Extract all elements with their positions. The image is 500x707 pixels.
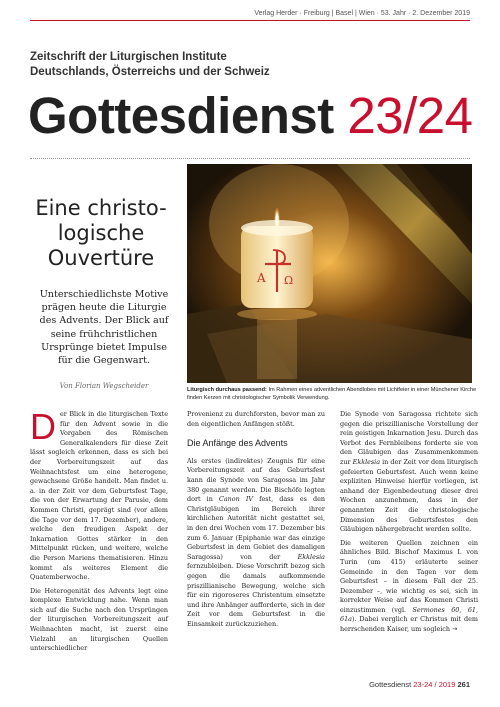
text-run: Die weiteren Quellen zeichnen ein ähnliches Bild. Bischof Maximus I. von Turin (um 415) erläuterte seiner Gemeinde in den Tagen vor dem Geburtsfest – in diesem Fall der 25. Dezember –, wie wichtig es sei, sich in korrekter Weise auf das Kommen Christi einzustimmen (vgl.	[340, 538, 478, 614]
text-column-2	[187, 410, 325, 633]
text-run: Die Synode von Saragossa richtete sich gegen die priszillianische Vorstellung der rein geistigen Inkarnation Jesu. Durch das Verbot des Fernbleibens forderte sie von den Gläubigen das Zusammenkommen zur	[340, 410, 478, 466]
page-footer	[369, 680, 470, 689]
text-run: fest, dass es den Christgläubigen im Bereich ihrer kirchlichen Autorität nicht gestattet sei, in den drei Wochen vom 17. Dezember bis zum 6. Januar (Epiphanie war das einzige Geburtsfest in dem Gebiet des damaligen Saragossa) von der	[187, 495, 325, 561]
alpha-symbol: Α	[257, 271, 266, 285]
continue-arrow-icon: →	[452, 625, 458, 634]
text-run: ). Dabei verglich er Christus mit dem herrschenden Kaiser, um sogleich	[340, 615, 478, 634]
journal-title	[28, 86, 473, 146]
section-heading: Die Anfänge des Advents	[187, 438, 288, 449]
omega-symbol: Ω	[284, 274, 294, 287]
text-run: fernzubleiben. Diese Vorschrift bezog sich gegen die damals aufkommende priszillianische Bewegung, welche sich für ein rigoroseres Christentum einsetzte und ihre Anhänger aufforderte, sich in der Zeit vor dem Geburtsfest in die Einsamkeit zurückzuziehen.	[187, 562, 325, 628]
lead-line: prägen heute die Liturgie	[41, 302, 167, 314]
text-run-italic: Ekklesia	[297, 552, 325, 561]
lead-line: seine frühchristlichen	[50, 328, 158, 340]
title-issue-number: 23/24	[347, 87, 473, 144]
paragraph	[30, 406, 168, 583]
text-run-italic: Ekklesia	[352, 457, 381, 466]
footer-journal: Gottesdienst	[369, 680, 414, 689]
paragraph: Provenienz zu durchforsten, bevor man zu den eigentlichen Anfängen stößt.	[187, 410, 325, 428]
text-column-1	[30, 406, 168, 658]
caption-lead: Liturgisch durchaus passend:	[187, 387, 267, 393]
title-word: Gottesdienst	[28, 87, 334, 144]
page-number: 261	[457, 680, 470, 689]
paragraph	[340, 539, 478, 635]
lead-line: Ursprünge bietet Impulse	[41, 341, 167, 353]
text-run-italic: Sermones 60, 61, 61a	[340, 605, 478, 624]
text-run: in der Zeit vor dem liturgisch gefeierten Geburtsfest. Auch wenn keine expliziten Hinweise hierfür vorliegen, ist anhand der Eigenbedeutung dieser drei Wochen anzunehmen, dass in der genannten Zeit die christologische Dimension des Geburtsfestes den Gläubigen nähergebracht werden sollte.	[340, 457, 478, 534]
journal-subtitle	[30, 50, 330, 80]
paragraph-text: er Blick in die liturgischen Texte für den Advent sowie in die Vorgaben des Römischen Generalkalenders für diese Zeit lässt sogleich erkennen, dass es sich bei der Vorbereitungszeit auf das Weihnachtsfest um eine heterogene, gewachsene Größe handelt. Man findet u. a. in der Zeit vor dem Geburtsfest Tage, die von der Erwartung der Parusie, dem Kommen Christi, geprägt sind (vor allem die Tage vor dem 17. Dezember), andere, welche den freudigen Aspekt der Inkarnation Gottes stärker in den Mittelpunkt rücken, und weitere, welche die Person Mariens thematisieren. Hinzu kommt als weiteres Element die Quatemberwoche.	[30, 410, 168, 582]
article-byline: Von Florian Wegscheider	[59, 382, 149, 390]
lead-line: für die Gegenwart.	[57, 355, 151, 367]
headline-line: logische	[57, 221, 145, 245]
paragraph: Die Heterogenität des Advents legt eine komplexe Entwicklung nahe. Wenn man sich auf die Suche nach den Ursprüngen der liturgischen Vorbereitungszeit auf Weihnachten macht, ist zuerst eine Vielzahl an liturgischen Quellen unterschiedlicher	[30, 586, 168, 653]
text-column-3	[340, 410, 478, 639]
article-lead	[30, 288, 178, 367]
caption-text: Im Rahmen eines adventlichen Abendlobes mit Lichtfeier in einer Münchener Kirche finden Kerzen mit christologischer Symbolik Verwendung.	[187, 387, 477, 401]
paragraph	[187, 457, 325, 630]
text-run-italic: Canon IV	[218, 495, 253, 504]
subtitle-line-1: Zeitschrift der Liturgischen Institute	[30, 51, 227, 63]
dotted-divider	[30, 158, 470, 159]
headline-line: Ouvertüre	[47, 246, 155, 270]
candle-photo	[187, 164, 472, 383]
article-headline	[32, 196, 170, 271]
lead-line: Unterschiedlichste Motive	[39, 289, 169, 300]
footer-issue: 23-24 / 2019	[413, 680, 456, 689]
drop-cap: D	[30, 406, 56, 447]
text-run: Als erstes (indirektes) Zeugnis für eine Vorbereitungszeit auf das Geburtsfest kann die Synode von Saragossa im Jahr 380 genannt werden. Die Bischöfe legten dort in	[187, 456, 325, 504]
header-rule	[30, 20, 470, 21]
headline-line: Eine christo-	[35, 196, 167, 220]
publisher-meta: Verlag Herder · Freiburg | Basel | Wien · 53. Jahr · 2. Dezember 2019	[254, 10, 470, 17]
subtitle-line-2: Deutschlands, Österreichs und der Schweiz	[30, 66, 270, 78]
lead-line: des Advents. Der Blick auf	[39, 315, 169, 327]
paragraph	[340, 410, 478, 535]
candle-illustration	[187, 164, 472, 383]
photo-caption	[187, 386, 477, 402]
